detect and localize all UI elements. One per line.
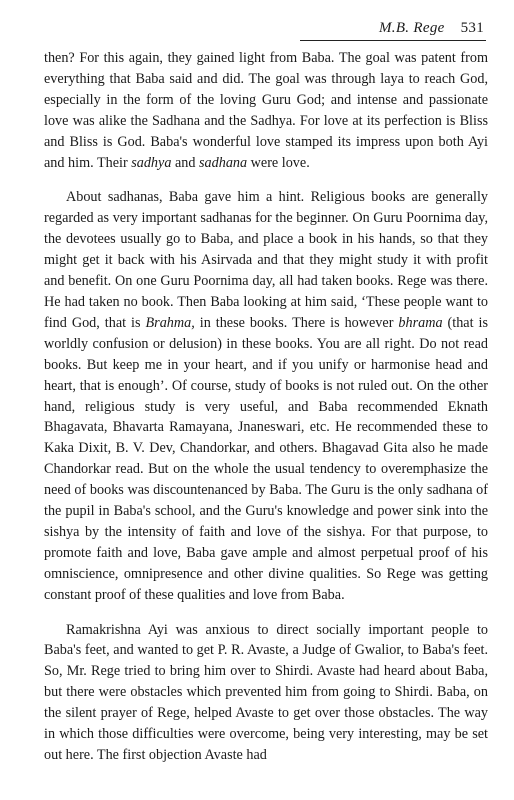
- paragraph: [44, 48, 488, 173]
- page-body: [44, 48, 488, 766]
- paragraph-text: and: [171, 154, 200, 171]
- running-header-author: M.B. Rege: [379, 20, 445, 36]
- paragraph-italic-text: sadhana: [199, 154, 248, 171]
- page-number: 531: [460, 20, 484, 36]
- paragraph: [44, 187, 488, 605]
- header-rule: [300, 40, 486, 41]
- paragraph: [44, 620, 488, 766]
- paragraph-text: then? For this again, they gained light from Baba. The goal was patent from everything that Baba said and did. The goal was through laya to reach God, especially in the form of the loving Guru God; and intense and passionate love was alike the Sadhana and the Sadhya. For love at its perfection is Bliss and Bliss is God. Baba's wonderful love stamped its impress upon both Ayi and him. Their: [44, 50, 488, 171]
- paragraph-italic-text: Brahma,: [145, 314, 195, 331]
- running-header: [379, 20, 484, 37]
- paragraph-italic-text: bhrama: [398, 314, 443, 331]
- paragraph-text: were love.: [247, 154, 310, 171]
- paragraph-text: (that is worldly confusion or delusion) in these books. You are all right. Do not read books. But keep me in your heart, and if you unify or harmonise head and heart, that is enough’. Of course, study of books is not ruled out. On the other hand, religious study is very useful, and Baba recommended Eknath Bhagavata, Bhavarta Ramayana, Jnaneswari, etc. He recommended these to Kaka Dixit, B. V. Dev, Chandorkar, and others. Bhagavad Gita also he made Chandorkar read. But on the whole the usual tendency to overemphasize the need of books was discountenanced by Baba. The Guru is the only sadhana of the pupil in Baba's school, and the Guru's knowledge and power sink into the sishya by the intensity of faith and love of the sishya. For that purpose, to promote faith and love, Baba gave ample and almost perpetual proof of his omniscience, omnipresence and other divine qualities. So Rege was getting constant proof of these qualities and love from Baba.: [44, 314, 488, 603]
- paragraph-text: Ramakrishna Ayi was anxious to direct socially important people to Baba's feet, and wanted to get P. R. Avaste, a Judge of Gwalior, to Baba's feet. So, Mr. Rege tried to bring him over to Shirdi. Avaste had heard about Baba, but there were obstacles which prevented him from going to Shirdi. Baba, on the silent prayer of Rege, helped Avaste to get over those obstacles. The way in which those difficulties were overcome, being very interesting, may be set out here. The first objection Avaste had: [44, 621, 488, 763]
- paragraph-text: About sadhanas, Baba gave him a hint. Religious books are generally regarded as very important sadhanas for the beginner. On Guru Poornima day, the devotees usually go to Baba, and place a book in his hands, so that they might get it back with his Asirvada and that they might study it with profit and benefit. On one Guru Poornima day, all had taken books. Rege was there. He had taken no book. Then Baba looking at him said, ‘These people want to find God, that is: [44, 189, 488, 331]
- paragraph-italic-text: sadhya: [131, 154, 172, 171]
- paragraph-text: in these books. There is however: [194, 314, 399, 331]
